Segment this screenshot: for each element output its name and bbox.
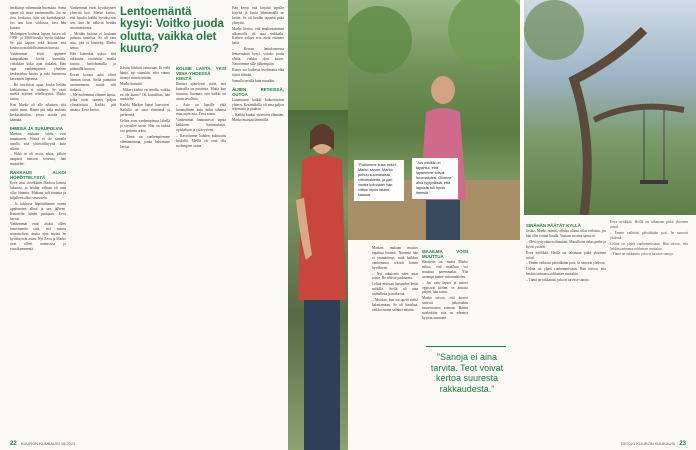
- subheading: RAKKAUS ALKOI HÖPÖTTELYSTÄ: [10, 170, 66, 181]
- paragraph: – Tämä on vanhempiemme elämäntarinaa, jonka haluamme kertoa.: [120, 134, 170, 149]
- page-number: 22: [10, 441, 17, 447]
- paragraph: – Asia on lapsille yhtä luonnollinen kuin mikä tahansa muu arjen asia, Eeva sanoo.: [176, 102, 226, 117]
- paragraph: – Emme vaihtaisi päivääkään pois, he sanovat yhdessä.: [610, 230, 688, 240]
- column-4-intro: Hän kertoi että kirjoitti lapsille kirjeitä ja kuvia lähettämällä ne kotiin. Se oli heidän tapansa pitää yhteyttä.: [232, 6, 284, 25]
- paragraph: Marko harmitti.: [120, 81, 143, 86]
- article-column-6: [422, 246, 468, 336]
- page-footer-right: [621, 441, 686, 447]
- page-footer-left: [10, 441, 75, 447]
- subheading: ÄIJIEN RETKISSÄ, OUTOA: [232, 86, 284, 97]
- paragraph: Celina muistaa lapsuuden kesät mökillä. Siellä oli aina rauhallista ja mukavaa.: [372, 282, 418, 297]
- article-column-2: [70, 6, 116, 436]
- paragraph: – Kasvoimme kahden kulttuurin keskellä. Meillä oli onni olla molempien osana.: [176, 134, 226, 148]
- paragraph: Marko kertoo, että matkustaminen ulkomailla oli aina seikkailu. Kielten väliset erot eivät estäneet heitä.: [232, 26, 284, 46]
- paragraph: Vanhemmat kannustivat lapsia kaikkeen: harrastuksiin, opiskeluun ja ystävyyteen.: [176, 118, 226, 133]
- paragraph: Markon mukaan lähiöt ovat muuttuneet. Niissä ei ole samalla tavalla sitä yhteisöllisyyttä kuin silloin.: [10, 131, 66, 151]
- paragraph: Markon mukaan muutos tapahtui hitaasti. Nuorena hän ei ymmärtänyt, mitä kaikkea vanhemmat tekivät hänen hyväkseen.: [372, 246, 418, 270]
- paragraph: Joskus Marko miettii, olisiko elämä ollut erilaista, jos hän olisi voinut kuulla. Vastaus on aina sama: ei.: [526, 229, 606, 238]
- footer-label: 10/2021 KUURON KUUKAUSI: [620, 441, 676, 446]
- article-column-5: [372, 246, 418, 440]
- portrait-photo-woman: [288, 0, 348, 450]
- paragraph: Eeva nyökkää. Heillä on takanaan pitkä yhteinen taival.: [526, 250, 606, 260]
- paragraph: – He tarvitsivat apua, koska heidän kielitaitonsa ei riittänyt. Se vaati mieltä myöten rehellisyyttä, Marko sanoo.: [10, 82, 66, 102]
- paragraph: Samalla tavalla kuin muutkin.: [232, 78, 276, 83]
- paragraph: Haasteita on, mutta Marko uskoo, että maailma voi muuttua paremmaksi. Yhä useampi tuntee viittomakielen.: [422, 260, 468, 279]
- paragraph: – Me molemmat olimme lapsia, jotka eivät saaneet paljon ylimääräistä. Kaikki piti ansaita, Eeva kertoo.: [70, 93, 116, 113]
- subheading: IHMISIÄ JA SUKUPOLVIA: [10, 125, 63, 131]
- paragraph: Ihmiset ajattelevat usein, että kuuroilla on puutteita. Mutta kun tutustuu, huomaa, että kaikki on aivan tavallista.: [176, 82, 226, 101]
- pull-quote: ”Sanoja ei aina tarvita. Teot voivat kertoa suuresta rakkaudesta.”: [430, 352, 504, 394]
- paragraph: – Nyt aikuisena näen asiat toisin. He tekivät parhaansa.: [372, 271, 418, 281]
- paragraph: – Muistan, kun isä opetti meitä kalastamaan. Se oli hauskaa, vaikka emme saaneet mitään.: [372, 298, 418, 312]
- paragraph: Eeva nyökkää. Heillä on takanaan pitkä yhteinen taival.: [610, 220, 688, 229]
- paragraph: Kaikki Markon lapset kasvoivat. Kaikilla on oma elämänsä ja perheensä.: [120, 103, 170, 118]
- paragraph: – Kaikki kuului yhteiseen elämään, Marko muistaa lämmöllä.: [232, 113, 284, 123]
- paragraph: – Tämä on rakkautta, joka ei tarvitse sanoja.: [526, 278, 590, 283]
- paragraph: Eevan kotona asiat olivat hieman toisin. Siellä puhuttiin avoimemmin, mutta silti tiukasti.: [70, 72, 116, 92]
- article-column-8: [610, 220, 688, 440]
- paragraph: – Olen tyytyväinen elämääni. Minulla on rakas perhe ja hyvät ystävät.: [526, 239, 606, 249]
- right-page: [348, 0, 696, 450]
- subheading: SINÄHÄN PÄÄTÄT KYLLÄ: [526, 223, 581, 228]
- photo-caption-2: ”Jos mikään ei tapahtui, että lapsemme tulivat huomatuiksi. Olimme aina tyytyväisiä, että lapsista tuli hyviä ihmisiä.”: [412, 158, 458, 199]
- quote-rule: [426, 346, 506, 347]
- article-column-7: [526, 220, 606, 440]
- paragraph: – Kerran lentokoneessa lentoemäntä kysyi, voinko juoda olutta, vaikka olen kuuro. Nauroimme sille jälkeenpäin.: [232, 47, 284, 66]
- article-column-1: [10, 6, 66, 436]
- paragraph: – Meidän kotona ei koskaan puhuttu tunteista. Se oli vain asia, jota ei käsitelty, Marko sanoo.: [70, 31, 116, 51]
- paragraph: Vanhemmat eivät oppineet kumpaakaan kieltä kunnolla, vieläkään koko ajan tiukaksi. Hän oppi vanhempiensa yhteisen keskustelun kautta ja tuki Suomessa kasvaneet lapsensa.: [10, 52, 66, 81]
- portrait-photo-man-garden: [348, 0, 520, 240]
- footer-label: KUURON KUUKAUSI 10/2021: [20, 441, 76, 446]
- paragraph: Celina asuu vanhempiensa lähellä ja vierailee usein. Hän on tärkeä osa perheen arkea.: [120, 119, 170, 133]
- paragraph: Käytin lohdutti vaimoaan. Ei vielä häntä, nyt sittenkin, ettei vaimo tiennyt asiasta mitään.: [120, 66, 170, 80]
- tree-illustration: [524, 0, 696, 215]
- subheading: KOLME LASTA, YKSI VIINA-YHDESSÄ KIELTÄ: [176, 66, 226, 81]
- article-title: Lentoemäntä kysyi: Voitko juoda olutta, vaikka olet kuuro?: [120, 6, 224, 56]
- paragraph: Vanhemmat eivät aluksi olleet innostuneita siitä, että nuoret seurustelivat, mutta ajan myötä he hyväksyivät asian. Nyt Eeva ja Marko ovat olleet naimisissa jo vuosikymmeniä.: [10, 222, 66, 251]
- subheading: MAAILMA VOISI MUUTTUA: [422, 249, 468, 259]
- paragraph: – Mikset kielitti eri tavalla, vaikka en ole kuuro? Oli kiusallista, hän muistelee.: [120, 87, 170, 102]
- article-column-4: [232, 6, 284, 436]
- tree-swing-photo: [524, 0, 696, 215]
- photo-caption-1: ”Puhumme kuka mikin”, Marko sanoo. Marko puhuu suomalaista viittomakieltä, ja pari vuotta kotonaan hän viittoo myös lasten kanssa.: [354, 160, 404, 201]
- woman-figure-illustration: [288, 0, 348, 450]
- paragraph: – Ehkä se oli myös aikaa, jolloin naapurit tunsivat toisensa, hän muistelee.: [10, 152, 66, 167]
- paragraph: Molempien kodissa lapsen kasvu oli 1950- ja 1960-luvulla hyvin tiukkaa. Se piti lapsen sekä kotona että koulussa mahdollisimman kurissa.: [10, 31, 66, 51]
- paragraph: – Emme vaihtaisi päivääkään pois, he sanovat yhdessä.: [526, 261, 606, 266]
- column-1-intro: herättänyt vähemmän huomiota. Sama ajatus oli tässä vanhemmilla. Jos ne tiesi koulussa, hän sai karttakepistä. Jos taas kävi vihkossa, tiesi hän kotona.: [10, 6, 66, 30]
- column-2-intro: Vanhemmat eivät hyväksyneet yhteyttä heti. Marko kertoo, että lopulta kaikki hyväksyivät sen, kun he näkivät heidän sitoutumisensa.: [70, 6, 116, 30]
- paragraph: Hän kuitenkin uskoo, että rakkautta osoitettiin muilla tavoin: huolehtimalla ja pitämällä kurissa.: [70, 52, 116, 71]
- paragraph: Marko toivoo, että kuurot saisivat jatkossakin tasavertaisen aseman. Hänen mielestään asia on edennyt hyvään suuntaan.: [422, 296, 468, 320]
- paragraph: Eeva istui vierekkäin Markon kanssa lukiossa, ja heidän välinsä oli aina ollut lämmin. Mukaan tuli tunteita ja hiljalleen alkoi seurustelu.: [10, 181, 66, 200]
- paragraph: Celina on ylpeä vanhemmistaan. Hän toivoo, että heidän tarinansa rohkaisee muitakin.: [610, 241, 688, 251]
- page-number: 23: [679, 441, 686, 447]
- paragraph: Celina on ylpeä vanhemmistaan. Hän toivoo, että heidän tarinansa rohkaisee muitakin.: [526, 267, 606, 277]
- paragraph: – Jos vain lapset ja nuoret oppisivat kielen, se auttaisi paljon, hän sanoo.: [422, 280, 468, 295]
- paragraph: Lauantaisin kaikki kokoontuivat yhteen. Kesämökillä oli aina paljon tekemistä ja puuhaa.: [232, 97, 284, 112]
- paragraph: Kun Marko oli alle aikuisen, sitä mietti moni. Hänen piti tulla mukaan keskusteluihin, joissa asioita piti kääntää.: [10, 103, 66, 122]
- paragraph: – Jo lukiossa höpöttelimme ennen oppituntien alkua ja sen jälkeen. Kuuntelin hänen juttujaan, Eeva kertoo.: [10, 201, 66, 221]
- garden-scene-illustration: [348, 0, 520, 240]
- paragraph: Kuuro voi kaikesta huolimatta elää täyttä elämää.: [232, 67, 284, 77]
- article-column-3: [120, 66, 226, 436]
- paragraph: – Tämä on rakkautta, joka ei tarvitse sanoja.: [610, 252, 674, 257]
